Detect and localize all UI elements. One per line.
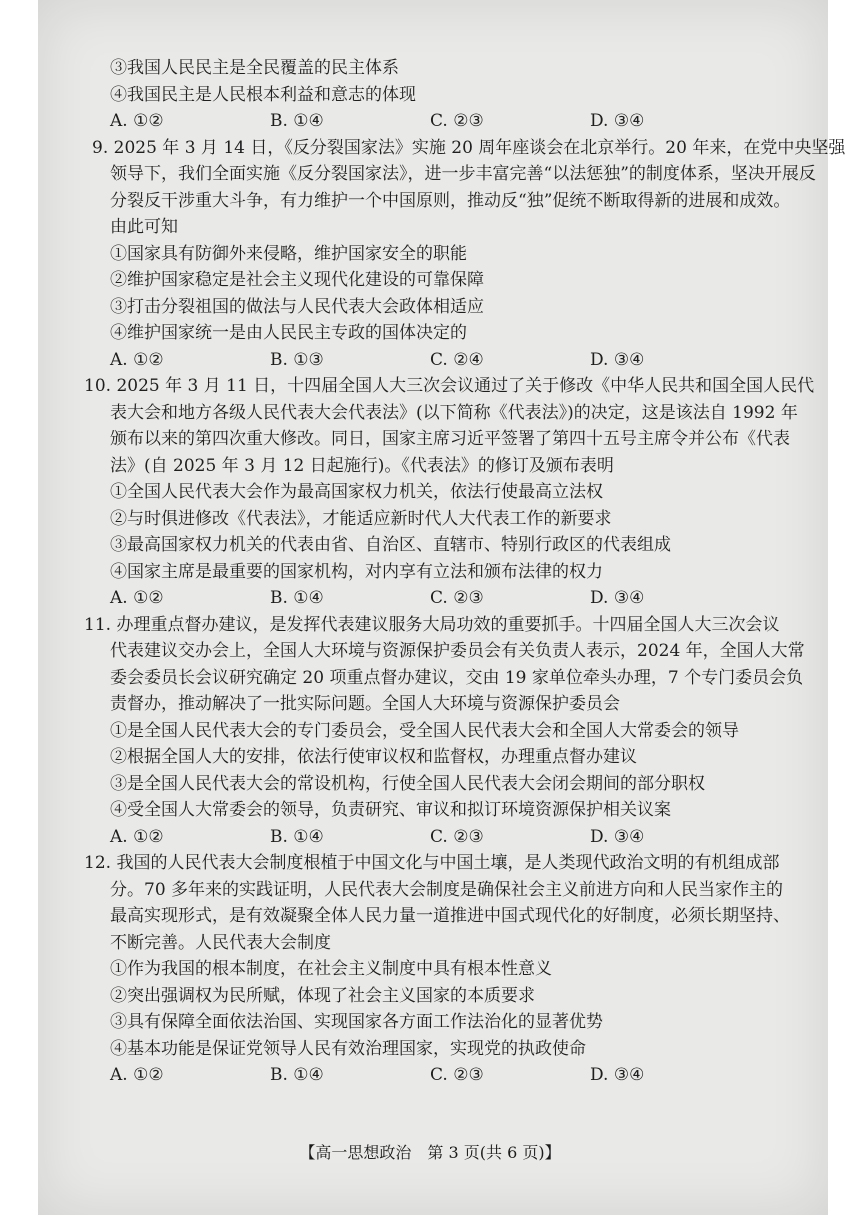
option-statement: ①全国人民代表大会作为最高国家权力机关，依法行使最高立法权 [110, 482, 603, 502]
option-statement: ②突出强调权为民所赋，体现了社会主义国家的本质要求 [110, 985, 535, 1006]
answer-choices [110, 108, 750, 135]
answer-choices [110, 347, 750, 374]
question-stem-line: 最高实现形式，是有效凝聚全体人民力量一道推进中国式现代化的好制度，必须长期坚持、 [110, 906, 790, 926]
choice-c: C. ②③ [430, 588, 484, 608]
question-stem-line: 10. 2025 年 3 月 11 日，十四届全国人大三次会议通过了关于修改《中华人民共和国全国人民代 [84, 376, 815, 396]
option-statement: ④国家主席是最重要的国家机构，对内享有立法和颁布法律的权力 [110, 561, 603, 582]
choice-b: B. ①④ [270, 588, 324, 608]
choice-d: D. ③④ [590, 349, 645, 370]
question-stem-line: 11. 办理重点督办建议，是发挥代表建议服务大局功效的重要抓手。十四届全国人大三次会议 [84, 614, 780, 635]
choice-b: B. ①④ [270, 1065, 324, 1085]
option-statement: ①是全国人民代表大会的专门委员会，受全国人民代表大会和全国人大常委会的领导 [110, 720, 739, 741]
option-statement: ③打击分裂祖国的做法与人民代表大会政体相适应 [110, 296, 484, 317]
option-statement: ④我国民主是人民根本利益和意志的体现 [110, 84, 416, 105]
question-stem-line: 法》(自 2025 年 3 月 12 日起施行)。《代表法》的修订及颁布表明 [110, 455, 614, 476]
question-11 [84, 612, 840, 851]
question-10 [84, 373, 840, 612]
choice-c: C. ②③ [430, 1065, 484, 1085]
option-statement: ③我国人民民主是全民覆盖的民主体系 [110, 58, 399, 78]
choice-a: A. ①② [110, 826, 164, 847]
option-statement: ②根据全国人大的安排，依法行使审议权和监督权，办理重点督办建议 [110, 747, 637, 767]
option-statement: ②维护国家稳定是社会主义现代化建设的可靠保障 [110, 270, 484, 290]
question-9 [92, 135, 846, 374]
choice-a: A. ①② [110, 349, 164, 370]
option-statement: ①作为我国的根本制度，在社会主义制度中具有根本性意义 [110, 959, 552, 979]
exam-content [84, 55, 846, 1089]
question-stem-line: 代表建议交办会上，全国人大环境与资源保护委员会有关负责人表示，2024 年，全国人大常 [110, 641, 805, 661]
option-statement: ④受全国人大常委会的领导，负责研究、审议和拟订环境资源保护相关议案 [110, 800, 671, 820]
question-stem-line: 由此可知 [110, 217, 178, 237]
choice-d: D. ③④ [590, 588, 645, 608]
choice-c: C. ②③ [430, 111, 484, 131]
option-statement: ①国家具有防御外来侵略，维护国家安全的职能 [110, 243, 467, 264]
question-stem-line: 分。70 多年来的实践证明，人民代表大会制度是确保社会主义前进方向和人民当家作主的 [110, 879, 784, 900]
question-stem-line: 12. 我国的人民代表大会制度根植于中国文化与中国土壤，是人类现代政治文明的有机组成部 [84, 853, 780, 873]
choice-b: B. ①④ [270, 826, 324, 847]
option-statement: ④维护国家统一是由人民民主专政的国体决定的 [110, 323, 467, 343]
choice-a: A. ①② [110, 111, 164, 131]
option-statement: ④基本功能是保证党领导人民有效治理国家，实现党的执政使命 [110, 1038, 586, 1059]
choice-a: A. ①② [110, 1065, 164, 1085]
question-stem-line: 颁布以来的第四次重大修改。同日，国家主席习近平签署了第四十五号主席令并公布《代表 [110, 429, 790, 449]
choice-b: B. ①④ [270, 111, 324, 131]
answer-choices [110, 824, 750, 851]
choice-d: D. ③④ [590, 111, 645, 131]
question-stem-line: 委会委员长会议研究确定 20 项重点督办建议，交由 19 家单位牵头办理，7 个专门委员会负 [110, 667, 804, 688]
choice-c: C. ②④ [430, 349, 484, 370]
question-stem-line: 领导下，我们全面实施《反分裂国家法》，进一步丰富完善“以法惩独”的制度体系，坚决开展反 [110, 164, 816, 184]
question-stem-line: 9. 2025 年 3 月 14 日，《反分裂国家法》实施 20 周年座谈会在北京举行。20 年来，在党中央坚强 [92, 137, 846, 158]
question-stem-line: 责督办，推动解决了一批实际问题。全国人大环境与资源保护委员会 [110, 694, 620, 714]
answer-choices [110, 585, 750, 612]
choice-c: C. ②③ [430, 826, 484, 847]
choice-b: B. ①③ [270, 349, 324, 370]
option-statement: ②与时俱进修改《代表法》，才能适应新时代人大代表工作的新要求 [110, 508, 612, 529]
question-stem-line: 不断完善。人民代表大会制度 [110, 932, 331, 953]
question-8-tail [110, 55, 840, 135]
option-statement: ③是全国人民代表大会的常设机构，行使全国人民代表大会闭会期间的部分职权 [110, 773, 705, 794]
question-stem-line: 表大会和地方各级人民代表大会代表法》(以下简称《代表法》)的决定，这是该法自 1992 年 [110, 402, 798, 423]
answer-choices [110, 1062, 750, 1089]
question-stem-line: 分裂反干涉重大斗争，有力维护一个中国原则，推动反“独”促统不断取得新的进展和成效。 [110, 190, 791, 211]
choice-d: D. ③④ [590, 1065, 645, 1085]
exam-page [38, 0, 846, 1215]
choice-d: D. ③④ [590, 826, 645, 847]
option-statement: ③具有保障全面依法治国、实现国家各方面工作法治化的显著优势 [110, 1012, 603, 1032]
question-12 [84, 850, 840, 1089]
choice-a: A. ①② [110, 588, 164, 608]
page-footer: 【高一思想政治 第 3 页(共 6 页)】 [299, 1143, 561, 1162]
option-statement: ③最高国家权力机关的代表由省、自治区、直辖市、特别行政区的代表组成 [110, 535, 671, 555]
